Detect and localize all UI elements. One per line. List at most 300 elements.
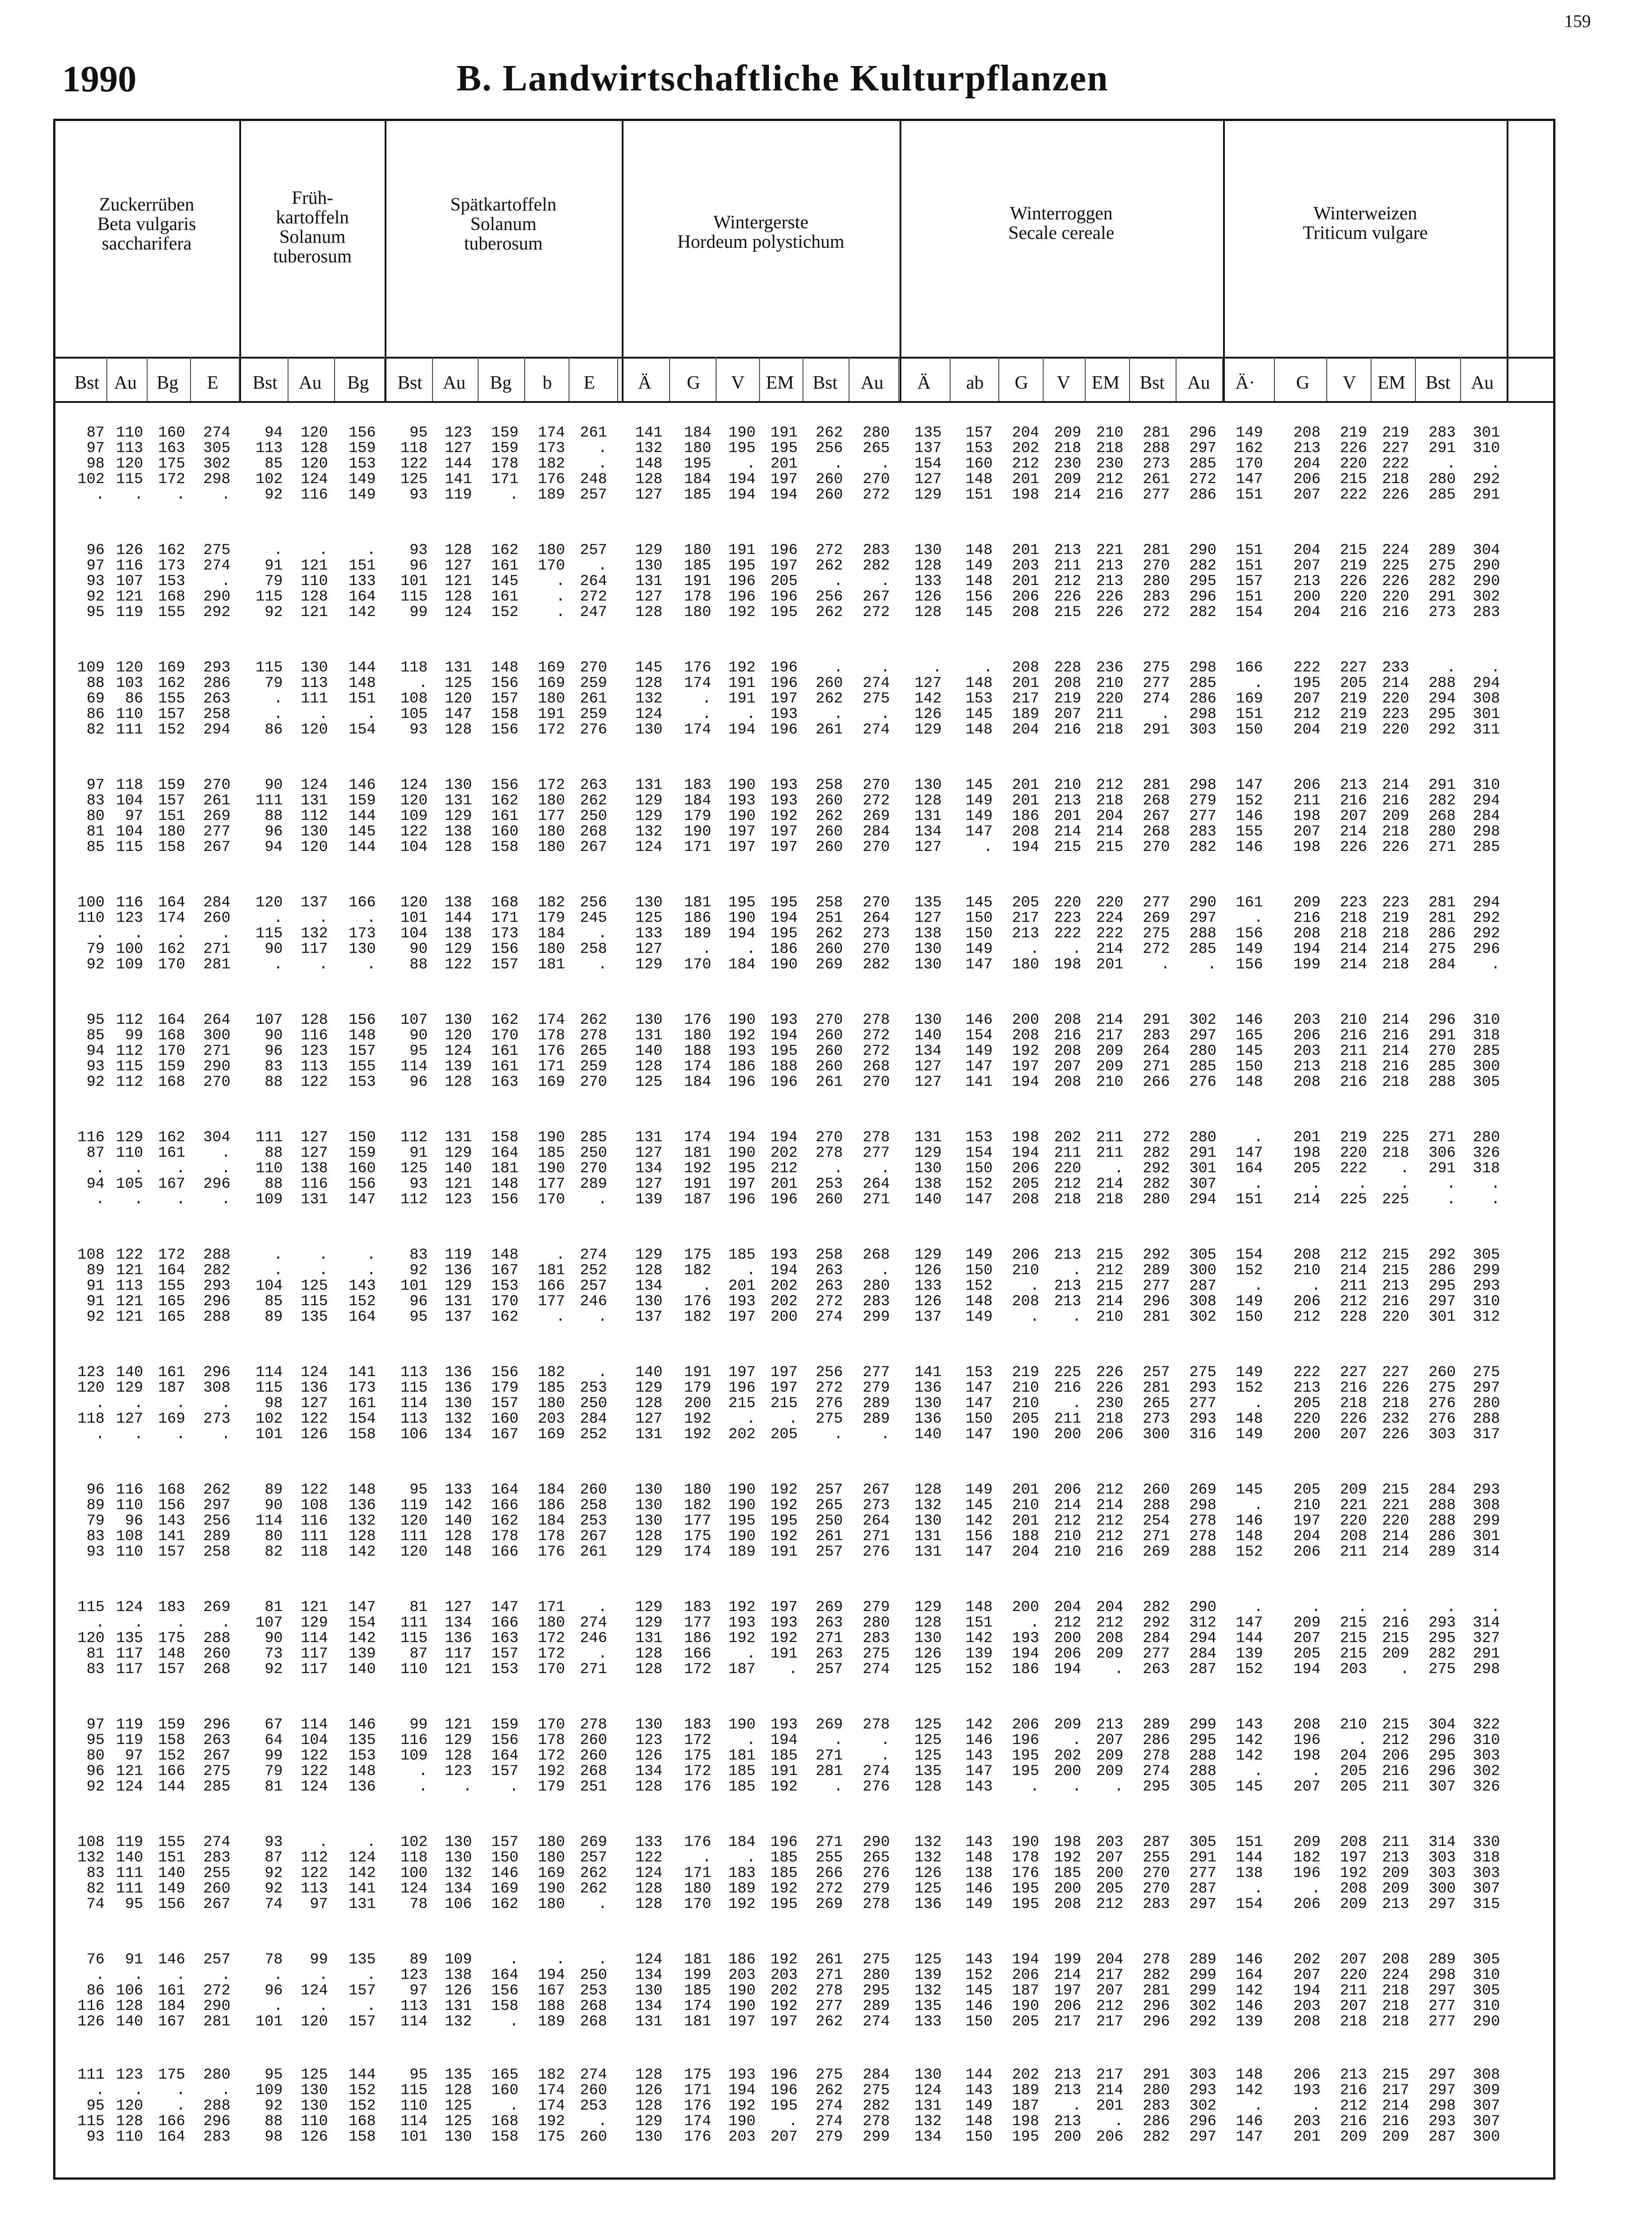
table-cell: 208 [1012,823,1039,840]
table-row [56,1483,1554,1498]
table-cell: 281 [1142,1309,1170,1326]
table-cell: 216 [1340,1380,1367,1397]
table-cell: 191 [728,675,756,692]
table-cell: 292 [1428,722,1456,738]
table-cell: 122 [300,1074,328,1091]
table-cell: 86 [86,1982,105,1999]
table-cell: 261 [1142,471,1170,488]
table-cell: 253 [815,1176,843,1193]
table-cell: 166 [538,1278,565,1295]
table-cell: 130 [635,2129,662,2146]
table-row [56,2130,1554,2145]
table-cell: 201 [728,1278,756,1295]
table-cell: 131 [444,1129,472,1146]
table-cell: 212 [1012,456,1039,472]
table-cell: 208 [1012,1027,1039,1044]
table-cell: 208 [1054,1012,1081,1029]
table-cell: 130 [914,941,942,958]
table-cell: 194 [1293,1661,1321,1678]
table-cell: 192 [770,1630,798,1647]
table-cell: 102 [77,471,105,488]
table-cell: 206 [1293,1896,1321,1913]
table-cell: 201 [1096,956,1123,973]
table-cell: 304 [203,1129,230,1146]
table-cell: 157 [965,425,993,441]
table-cell: 261 [580,691,607,707]
table-cell: 161 [491,589,518,605]
table-cell: 218 [1382,1074,1409,1091]
table-cell: 160 [491,823,518,840]
table-cell: 121 [444,1176,472,1193]
table-cell: 199 [1054,1951,1081,1968]
table-cell: 205 [770,1426,798,1443]
table-cell: 167 [158,1176,185,1193]
table-cell: 285 [1189,456,1216,472]
table-cell: 194 [728,471,756,488]
table-cell: 144 [965,2067,993,2083]
table-cell: 128 [635,1779,662,1795]
table-cell: 297 [1189,440,1216,457]
table-row [56,2114,1554,2130]
table-cell: 199 [1293,956,1321,973]
table-cell: 121 [116,1763,143,1780]
table-cell: 131 [635,777,662,794]
table-cell: 131 [444,792,472,809]
table-cell: 284 [1428,956,1456,973]
table-cell: 150 [965,1262,993,1279]
column-header: Au [1471,373,1494,393]
table-cell: 124 [300,1364,328,1381]
table-cell: 270 [580,1074,607,1091]
table-cell: 213 [1293,1058,1321,1075]
table-cell: 195 [728,1160,756,1177]
data-block [56,1365,1554,1443]
table-cell: 280 [1189,1043,1216,1060]
table-cell: . [788,2113,798,2130]
table-cell: . [746,1732,756,1749]
table-cell: 247 [580,604,607,621]
table-cell: 254 [1142,1513,1170,1529]
table-cell: 89 [265,1309,283,1326]
table-cell: 128 [444,1074,472,1091]
table-cell: 141 [158,1528,185,1545]
table-cell: 133 [444,1482,472,1498]
table-cell: 226 [1382,487,1409,503]
table-cell: 312 [1189,1615,1216,1631]
table-cell: 145 [635,659,662,676]
table-cell: 123 [635,1732,662,1749]
table-cell: 157 [491,1646,518,1662]
table-cell: 294 [1189,1191,1216,1208]
table-cell: 207 [1054,1058,1081,1075]
table-cell: 296 [1142,1998,1170,2015]
table-cell: 279 [862,1880,890,1897]
table-cell: 127 [635,487,662,503]
table-cell: 124 [116,1599,143,1616]
table-cell: 190 [770,956,798,973]
table-cell: . [702,1849,711,1866]
table-cell: 294 [203,722,230,738]
table-cell: 156 [965,589,993,605]
table-cell: 162 [158,1129,185,1146]
table-cell: 262 [580,1880,607,1897]
table-cell: 269 [203,808,230,825]
table-cell: 286 [1142,1732,1170,1749]
table-cell: 198 [1012,2113,1039,2130]
table-cell: 110 [116,706,143,723]
table-cell: 145 [1235,1482,1263,1498]
table-cell: 257 [815,1482,843,1498]
table-cell: 208 [1293,925,1321,942]
table-cell: 182 [684,1497,711,1514]
table-cell: 213 [1293,1380,1321,1397]
table-cell: 208 [1293,1247,1321,1264]
table-row [56,1146,1554,1161]
table-cell: 141 [965,1074,993,1091]
table-cell: 203 [1012,558,1039,574]
data-block [56,1952,1554,2030]
table-cell: 281 [1142,1982,1170,1999]
table-cell: 80 [86,808,105,825]
table-cell: 149 [965,1482,993,1498]
table-cell: . [1446,659,1456,676]
table-cell: 152 [1235,1544,1263,1561]
table-cell: 211 [1054,558,1081,574]
table-cell: 148 [491,1176,518,1193]
table-cell: 303 [1473,1748,1500,1764]
table-cell: 153 [158,573,185,590]
table-cell: 205 [1012,894,1039,911]
table-cell: 124 [300,1982,328,1999]
table-cell: 129 [300,1615,328,1631]
table-cell: 120 [300,456,328,472]
table-cell: . [1207,956,1216,973]
table-cell: 208 [1293,1074,1321,1091]
table-row [56,425,1554,441]
table-cell: 304 [1428,1717,1456,1733]
table-cell: 277 [1189,1395,1216,1412]
table-cell: 169 [538,1074,565,1091]
table-row [56,1615,1554,1631]
table-cell: 212 [1096,1262,1123,1279]
column-header: Ä· [1235,373,1255,393]
table-cell: . [176,487,185,503]
header-divider [53,357,1555,359]
table-cell: 210 [1012,1497,1039,1514]
table-cell: 112 [300,1849,328,1866]
table-cell: 216 [1054,1027,1081,1044]
table-cell: 83 [265,1058,283,1075]
table-cell: 215 [1382,1262,1409,1279]
table-row [56,1365,1554,1381]
table-cell: 276 [815,1395,843,1412]
table-cell: 201 [1012,1513,1039,1529]
table-cell: 226 [1382,1380,1409,1397]
table-cell: 292 [1473,925,1500,942]
table-cell: 213 [1293,440,1321,457]
table-cell: 120 [116,659,143,676]
table-cell: 76 [86,1951,105,1968]
table-cell: . [319,542,328,559]
table-cell: 284 [1428,1482,1456,1498]
table-cell: . [598,1191,607,1208]
table-cell: 263 [203,1732,230,1749]
table-cell: . [221,573,230,590]
table-cell: 182 [684,1262,711,1279]
table-cell: 275 [1142,659,1170,676]
table-cell: 164 [491,1145,518,1162]
table-cell: 296 [1142,1293,1170,1310]
table-cell: 128 [635,1661,662,1678]
table-cell: 125 [444,2113,472,2130]
table-cell: . [598,558,607,574]
table-cell: 149 [348,487,376,503]
table-cell: 268 [203,1661,230,1678]
table-cell: 283 [1189,823,1216,840]
table-cell: 185 [684,487,711,503]
table-cell: 129 [116,1129,143,1146]
column-header: EM [1091,373,1120,393]
table-cell: 314 [1473,1615,1500,1631]
table-cell: . [1030,1278,1039,1295]
table-cell: . [319,1834,328,1851]
table-cell: 145 [965,1982,993,1999]
table-cell: 289 [203,1528,230,1545]
table-cell: 281 [1428,910,1456,927]
table-cell: 144 [348,839,376,856]
table-cell: 196 [770,1074,798,1091]
table-cell: 134 [635,1763,662,1780]
table-cell: 134 [635,1278,662,1295]
table-cell: 250 [580,1967,607,1984]
table-cell: 285 [1473,1043,1500,1060]
table-cell: 281 [1142,542,1170,559]
table-cell: 207 [1293,691,1321,707]
table-cell: 123 [77,1364,105,1381]
table-cell: 192 [728,1027,756,1044]
table-cell: . [1072,1262,1081,1279]
table-cell: 280 [862,425,890,441]
table-cell: 124 [300,1779,328,1795]
table-cell: 299 [1189,1967,1216,1984]
table-cell: 216 [1340,1074,1367,1091]
table-cell: 191 [770,1544,798,1561]
table-cell: 146 [348,777,376,794]
table-cell: 282 [862,956,890,973]
table-cell: 130 [444,777,472,794]
table-cell: 163 [491,1630,518,1647]
table-cell: . [598,1364,607,1381]
table-cell: 330 [1473,1834,1500,1851]
table-cell: 121 [444,1717,472,1733]
table-cell: 120 [300,2013,328,2030]
table-cell: 111 [77,2067,105,2083]
table-cell: 294 [1189,1630,1216,1647]
table-row [56,1161,1554,1177]
table-cell: 138 [300,1160,328,1177]
table-cell: 147 [965,1058,993,1075]
table-cell: 192 [728,1599,756,1616]
table-row [56,441,1554,456]
table-cell: 174 [158,910,185,927]
column-header: Bst [74,373,100,393]
table-cell: 278 [1189,1513,1216,1529]
table-cell: 119 [116,1732,143,1749]
table-cell: 134 [914,2129,942,2146]
table-cell: . [1030,1615,1039,1631]
table-cell: 109 [444,1951,472,1968]
table-cell: 195 [770,604,798,621]
table-cell: . [319,910,328,927]
table-cell: 266 [1142,1074,1170,1091]
table-cell: 196 [1012,1732,1039,1749]
table-cell: 288 [203,1309,230,1326]
table-cell: 295 [862,1982,890,1999]
table-cell: 197 [728,839,756,856]
table-cell: 287 [1189,1661,1216,1678]
table-cell: . [95,1395,105,1412]
table-cell: 156 [348,1176,376,1193]
table-cell: 140 [914,1191,942,1208]
table-cell: 158 [491,839,518,856]
table-cell: 185 [728,1779,756,1795]
table-cell: 216 [1382,1058,1409,1075]
table-cell: 190 [538,1160,565,1177]
subheader-divider [950,357,951,401]
table-cell: . [598,456,607,472]
table-cell: 144 [348,659,376,676]
table-cell: 203 [770,1967,798,1984]
table-cell: 281 [203,2013,230,2030]
table-cell: 180 [538,941,565,958]
subheader-divider [53,401,1555,403]
table-row [56,1294,1554,1310]
table-cell: 200 [1012,1012,1039,1029]
table-cell: 257 [1142,1364,1170,1381]
table-cell: 96 [409,558,428,574]
table-cell: 90 [265,1630,283,1647]
table-cell: 128 [635,1528,662,1545]
table-cell: 204 [1293,604,1321,621]
table-cell: 156 [965,1528,993,1545]
subheader-divider [1176,357,1177,401]
table-cell: 255 [815,1849,843,1866]
table-cell: 146 [965,1880,993,1897]
group-divider-5 [1223,119,1225,402]
table-cell: 87 [86,1145,105,1162]
table-cell: 261 [815,722,843,738]
table-cell: 281 [815,1763,843,1780]
table-cell: 164 [491,1482,518,1498]
table-cell: 194 [770,487,798,503]
table-cell: 178 [491,1528,518,1545]
table-cell: 192 [684,1411,711,1428]
table-cell: 122 [635,1849,662,1866]
table-cell: 128 [914,1779,942,1795]
table-cell: 112 [300,808,328,825]
table-cell: 314 [1473,1544,1500,1561]
table-cell: . [834,1779,843,1795]
table-row [56,1248,1554,1263]
table-cell: . [1254,1129,1263,1146]
table-cell: 259 [580,675,607,692]
table-cell: 214 [1096,1176,1123,1193]
table-cell: 148 [444,1544,472,1561]
table-cell: 279 [862,1599,890,1616]
table-cell: 156 [491,941,518,958]
table-row [56,942,1554,957]
table-cell: 96 [86,1763,105,1780]
table-cell: 131 [914,1544,942,1561]
table-cell: 171 [538,1058,565,1075]
table-cell: 130 [635,1513,662,1529]
table-cell: 129 [444,941,472,958]
table-cell: 148 [965,1599,993,1616]
table-cell: 293 [1428,1615,1456,1631]
table-cell: . [1030,1309,1039,1326]
table-cell: 271 [1428,839,1456,856]
table-cell: . [1072,1395,1081,1412]
table-cell: 158 [491,1998,518,2015]
table-cell: 106 [444,1896,472,1913]
table-cell: 218 [1382,1395,1409,1412]
table-cell: 146 [158,1951,185,1968]
table-cell: 206 [1293,1293,1321,1310]
table-cell: 128 [914,792,942,809]
table-cell: 177 [684,1615,711,1631]
table-cell: 114 [400,1395,428,1412]
table-cell: 194 [728,722,756,738]
table-cell: . [176,2082,185,2099]
subheader-divider [898,357,899,401]
table-cell: . [881,456,890,472]
table-cell: 154 [348,722,376,738]
table-cell: . [319,1998,328,2015]
table-cell: 285 [1473,839,1500,856]
table-cell: 284 [1189,1646,1216,1662]
table-cell: 134 [635,1160,662,1177]
table-cell: . [134,1191,143,1208]
table-cell: 175 [158,456,185,472]
table-cell: . [881,1748,890,1764]
table-cell: . [273,691,283,707]
table-cell: 215 [1340,1646,1367,1662]
table-cell: 215 [1382,1630,1409,1647]
table-cell: 178 [684,589,711,605]
table-cell: 269 [580,1834,607,1851]
table-cell: 158 [158,1732,185,1749]
table-cell: 208 [1054,675,1081,692]
table-cell: 300 [203,1027,230,1044]
table-cell: 176 [538,1544,565,1561]
table-cell: 95 [86,604,105,621]
table-cell: 183 [684,1599,711,1616]
table-cell: 206 [1293,777,1321,794]
table-cell: 297 [1189,2129,1216,2146]
table-cell: 146 [965,1732,993,1749]
table-cell: 270 [1142,839,1170,856]
table-cell: . [1114,1661,1123,1678]
table-cell: 208 [1054,1074,1081,1091]
table-cell: 290 [1189,542,1216,559]
table-cell: 112 [400,1191,428,1208]
table-cell: 96 [409,1293,428,1310]
group-line: Solanum [470,214,537,234]
table-cell: 130 [914,956,942,973]
table-cell: 135 [300,1309,328,1326]
table-cell: 169 [158,659,185,676]
table-cell: . [598,925,607,942]
